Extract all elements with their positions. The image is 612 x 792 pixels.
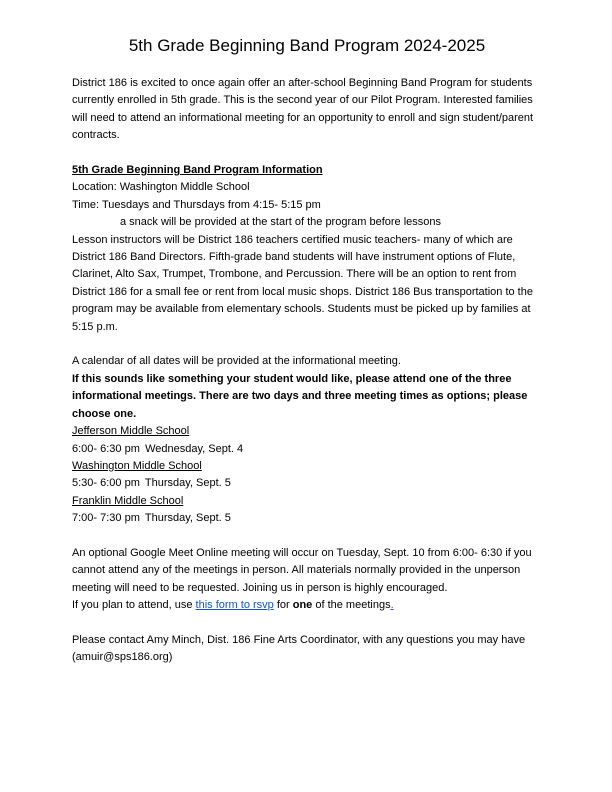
info-heading: 5th Grade Beginning Band Program Information	[72, 164, 323, 177]
document-page	[72, 36, 542, 667]
meeting-date: Thursday, Sept. 5	[144, 512, 231, 525]
time-line: Time: Tuesdays and Thursdays from 4:15- 5:15 pm	[72, 198, 321, 211]
rsvp-text-end: .	[390, 599, 394, 612]
rsvp-text-middle: for	[273, 599, 293, 612]
spacer	[72, 615, 542, 632]
attend-note: If this sounds like something your student would like, please attend one of the three informational meetings. There are two days and three meeting times as options; please choose one.	[72, 372, 528, 420]
meeting-time: 5:30- 6:00 pm	[72, 477, 140, 490]
details-paragraph: Lesson instructors will be District 186 teachers certified music teachers- many of which are District 186 Band Directors. Fifth-grade band students will have instrument options of Flute, Clarinet, Alto Sax, Trumpet, Trombone, and Percussion. There will be an option to rent from District 186 for a small fee or rent from local music shops. District 186 Bus transportation to the program may be available from elementary schools. Students must be picked up by families at 5:15 p.m.	[72, 233, 533, 333]
rsvp-text-after: of the meetings	[312, 599, 391, 612]
meeting-date: Wednesday, Sept. 4	[145, 442, 244, 455]
location-line: Location: Washington Middle School	[72, 181, 250, 194]
rsvp-form-link[interactable]: this form to rsvp	[195, 599, 274, 612]
calendar-note: A calendar of all dates will be provided at the informational meeting.	[72, 355, 401, 368]
meeting-row-washington	[72, 475, 542, 492]
contact-paragraph: Please contact Amy Minch, Dist. 186 Fine Arts Coordinator, with any questions you may have (amuir@sps186.org)	[72, 633, 526, 664]
meeting-row-franklin	[72, 510, 542, 527]
meeting-school-washington: Washington Middle School	[72, 459, 202, 472]
meeting-time: 6:00- 6:30 pm	[72, 442, 140, 455]
meeting-row-jefferson	[72, 441, 542, 458]
meeting-time: 7:00- 7:30 pm	[72, 512, 140, 525]
rsvp-text-bold: one	[292, 599, 313, 612]
meeting-school-jefferson: Jefferson Middle School	[72, 425, 190, 438]
document-title: 5th Grade Beginning Band Program 2024-2025	[128, 36, 486, 55]
spacer	[72, 336, 542, 353]
intro-paragraph: District 186 is excited to once again offer an after-school Beginning Band Program for students currently enrolled in 5th grade. This is the second year of our Pilot Program. Interested families will need to attend an informational meeting for an opportunity to enroll and sign student/parent contracts.	[72, 77, 534, 142]
online-meeting-paragraph: An optional Google Meet Online meeting will occur on Tuesday, Sept. 10 from 6:00- 6:30 if you cannot attend any of the meetings in person. All materials normally provided in the unperson meeting will need to be requested. Joining us in person is highly encouraged.	[72, 546, 532, 594]
spacer	[72, 145, 542, 162]
rsvp-text-before: If you plan to attend, use	[72, 599, 196, 612]
meeting-date: Thursday, Sept. 5	[144, 477, 231, 490]
rsvp-line	[72, 597, 542, 614]
meeting-school-franklin: Franklin Middle School	[72, 494, 184, 507]
snack-note: a snack will be provided at the start of the program before lessons	[120, 216, 442, 229]
spacer	[72, 528, 542, 545]
